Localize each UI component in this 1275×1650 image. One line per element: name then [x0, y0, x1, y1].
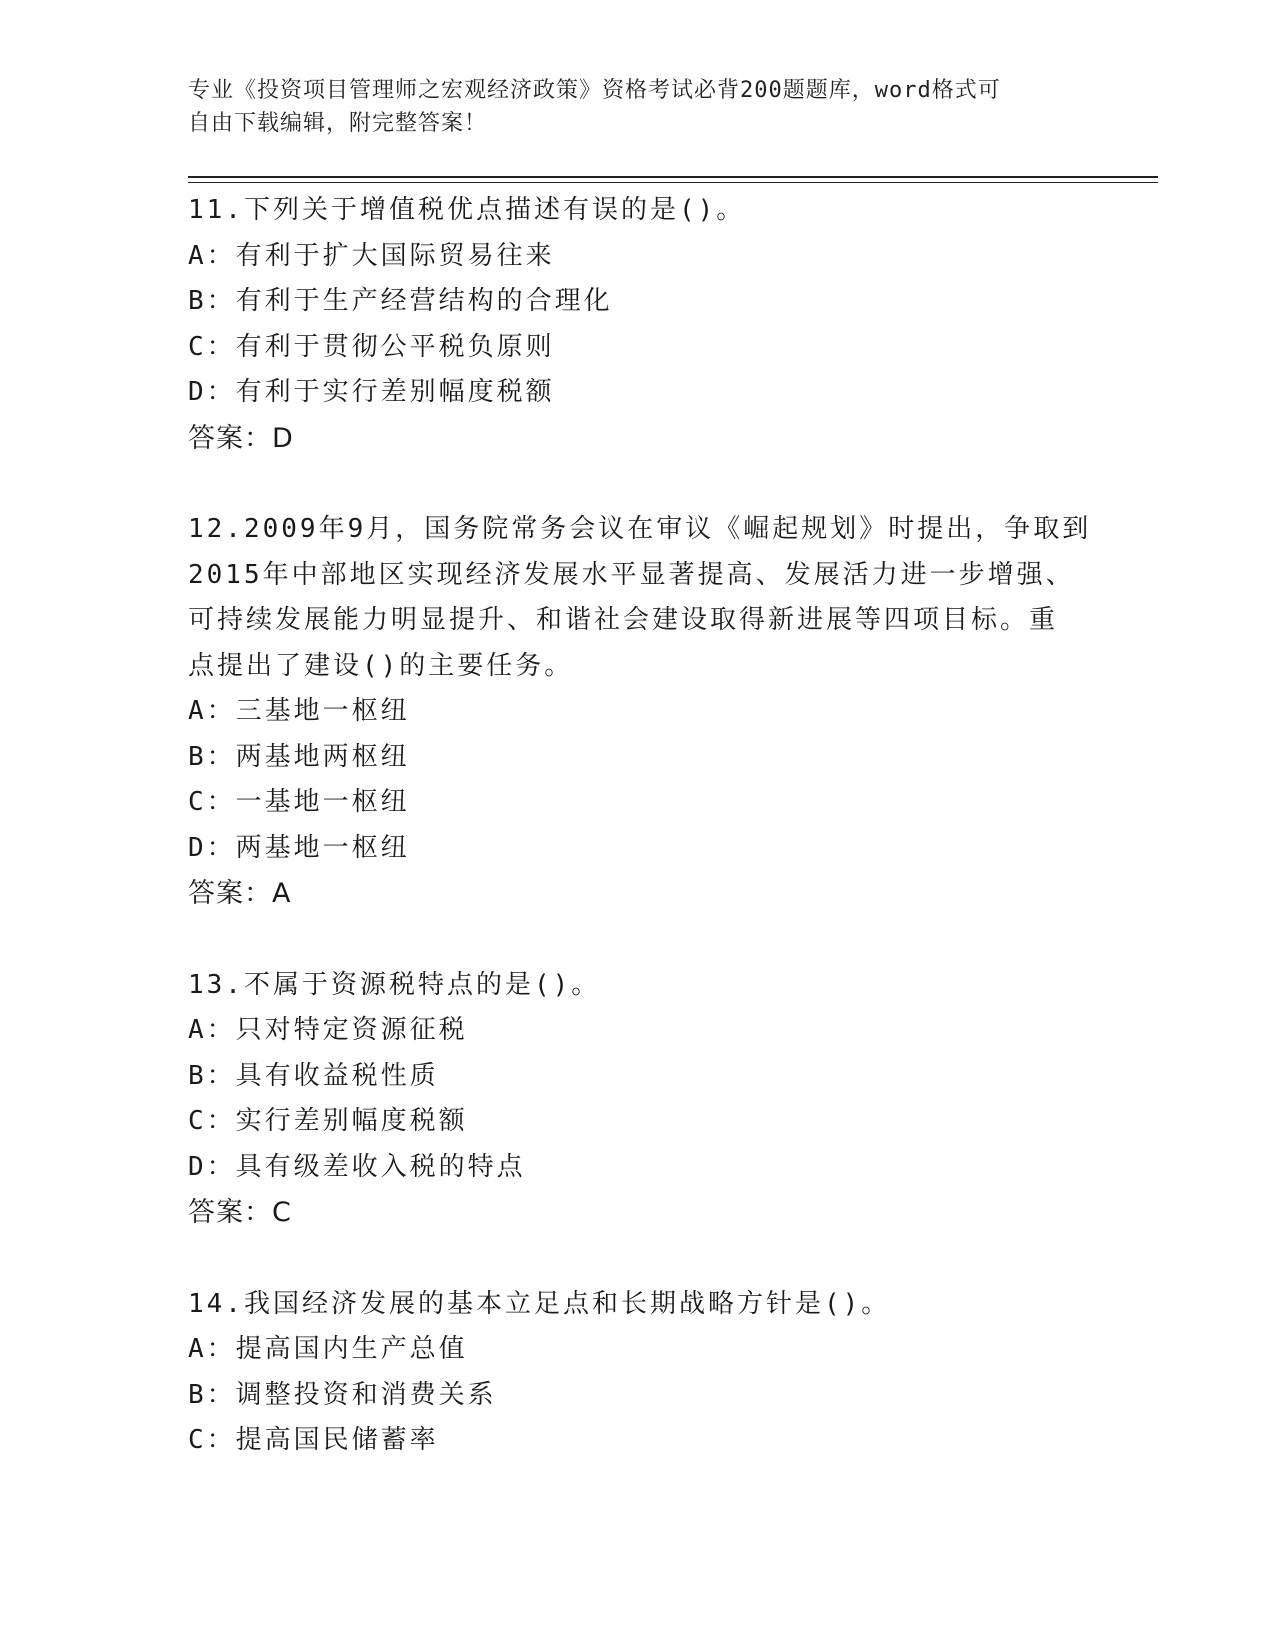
- question-13: [188, 963, 1128, 1236]
- option-b: B：调整投资和消费关系: [188, 1379, 497, 1410]
- option-a: A：提高国内生产总值: [188, 1334, 468, 1364]
- question-list: [188, 188, 1128, 1510]
- option-d: D：具有级差收入税的特点: [188, 1151, 526, 1182]
- header-divider-thin: [188, 182, 1158, 183]
- option-b: B：有利于生产经营结构的合理化: [188, 286, 613, 316]
- answer-label: 答案：A: [188, 878, 292, 909]
- header-line-1: 专业《投资项目管理师之宏观经济政策》资格考试必背200题题库，word格式可: [188, 78, 1001, 103]
- question-stem-line-1: 12.2009年9月，国务院常务会议在审议《崛起规划》时提出，争取到: [188, 514, 1092, 544]
- answer-label: 答案：C: [188, 1197, 292, 1228]
- option-a: A：只对特定资源征税: [188, 1015, 468, 1045]
- question-stem: 14.我国经济发展的基本立足点和长期战略方针是()。: [188, 1288, 891, 1319]
- question-14: [188, 1282, 1128, 1464]
- option-b: B：具有收益税性质: [188, 1060, 439, 1091]
- option-b: B：两基地两枢纽: [188, 741, 410, 772]
- question-stem: 11.下列关于增值税优点描述有误的是()。: [188, 195, 746, 225]
- option-d: D：两基地一枢纽: [188, 832, 410, 863]
- question-stem: 13.不属于资源税特点的是()。: [188, 969, 601, 1000]
- option-c: C：有利于贯彻公平税负原则: [188, 331, 555, 362]
- question-stem-line-2: 2015年中部地区实现经济发展水平显著提高、发展活力进一步增强、: [188, 559, 1075, 590]
- question-12: [188, 507, 1128, 917]
- question-stem-line-3: 可持续发展能力明显提升、和谐社会建设取得新进展等四项目标。重: [188, 605, 1059, 635]
- document-header: [188, 74, 1088, 140]
- option-c: C：提高国民储蓄率: [188, 1425, 439, 1455]
- option-c: C：一基地一枢纽: [188, 787, 410, 817]
- option-c: C：实行差别幅度税额: [188, 1106, 468, 1136]
- header-line-2: 自由下载编辑，附完整答案！: [188, 111, 488, 136]
- option-a: A：有利于扩大国际贸易往来: [188, 240, 555, 271]
- question-stem-line-4: 点提出了建设()的主要任务。: [188, 650, 574, 681]
- question-11: [188, 188, 1128, 461]
- option-d: D：有利于实行差别幅度税额: [188, 377, 555, 407]
- answer-label: 答案：D: [188, 422, 294, 454]
- header-divider-thick: [188, 176, 1158, 178]
- option-a: A：三基地一枢纽: [188, 696, 410, 726]
